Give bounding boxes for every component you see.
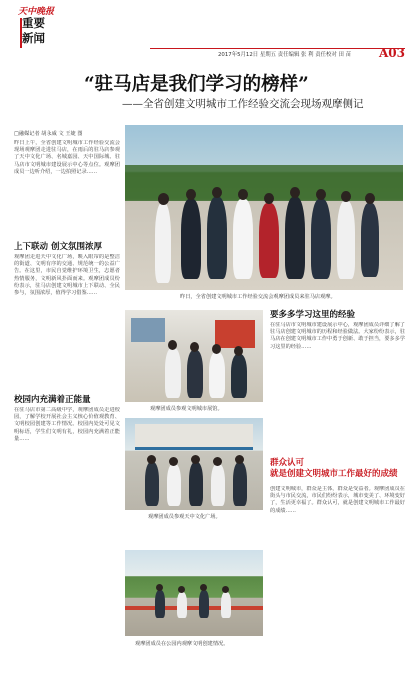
section-line-2: 新闻 bbox=[22, 31, 45, 45]
masthead bbox=[0, 0, 415, 58]
photo-exhibition-hall bbox=[125, 310, 263, 402]
section-line-1: 重要 bbox=[22, 16, 45, 30]
section-3-heading: 要多多学习这里的经验 bbox=[270, 310, 356, 320]
byline: □融媒记者 胡永威 文 王婕 图 bbox=[14, 131, 83, 137]
section-2-text: 在驻马店市第二高级中学，观摩团成员走进校园，了解学校开展社会主义核心价值观教育、文明校园创建等工作情况。校园内处处可见文明标语，学生们文明有礼，校园内充满着正能量…… bbox=[14, 407, 120, 442]
section-4-text: 创建文明城市，群众是主体，群众是受益者。观摩团成员在街头与市民交流，市民们纷纷表示，城市变美了、环境变好了，生活更幸福了。群众认可，就是创建文明城市工作最好的成绩…… bbox=[270, 486, 405, 514]
photo-culture-square bbox=[125, 418, 263, 510]
main-photo bbox=[125, 125, 403, 290]
header-rule bbox=[150, 48, 405, 49]
newspaper-logo: 天中晚报 bbox=[18, 7, 55, 17]
issue-meta: 2017年5月12日 星期五 责任编辑 张 利 责任校对 田 苗 bbox=[218, 52, 352, 58]
subheadline: ——全省创建文明城市工作经验交流会现场观摩侧记 bbox=[122, 98, 364, 110]
main-photo-caption: 昨日，全省创建文明城市工作经验交流会观摩团成员来驻马店观摩。 bbox=[180, 294, 336, 300]
section-1-heading: 上下联动 创文氛围浓厚 bbox=[14, 242, 102, 252]
photo-4-caption: 观摩团成员在公园内观摩文明创建情况。 bbox=[135, 641, 229, 647]
section-3-text: 在驻马店市文明城市建设展示中心，观摩团成员详细了解了驻马店创建文明城市的历程和经验做法。大家纷纷表示，驻马店在创建文明城市工作中勇于创新、敢于担当，要多多学习这里的经验…… bbox=[270, 322, 405, 350]
headline: “驻马店是我们学习的榜样” bbox=[84, 74, 309, 95]
photo-3-caption: 观摩团成员参观天中文化广场。 bbox=[148, 514, 221, 520]
section-label bbox=[22, 16, 52, 46]
page-number: A03 bbox=[378, 46, 405, 60]
section-4-heading: 群众认可 就是创建文明城市工作最好的成绩 bbox=[270, 458, 398, 479]
intro-text: 昨日上午，全省创建文明城市工作经验交流会现场观摩团走进驻马店，在雨后的驻马店参观了天中文化广场、名城嘉园、天中国际城、驻马店市文明城市建设展示中心等点位。观摩团成员一边听介绍，一边拍照记录…… bbox=[14, 140, 120, 175]
photo-park bbox=[125, 550, 263, 636]
section-1-text: 观摩团走进天中文化广场，映入眼帘的是整洁的街道、文明有序的交通、规范统一的公益广告。在这里，市民自觉维护环境卫生，志愿者热情服务，文明新风扑面而来。观摩团成员纷纷表示，驻马店创建文明城市上下联动、全民参与，氛围浓厚，值得学习借鉴…… bbox=[14, 254, 120, 297]
photo-2-caption: 观摩团成员参观文明城市展馆。 bbox=[150, 406, 223, 412]
section-2-heading: 校园内充满着正能量 bbox=[14, 395, 91, 405]
